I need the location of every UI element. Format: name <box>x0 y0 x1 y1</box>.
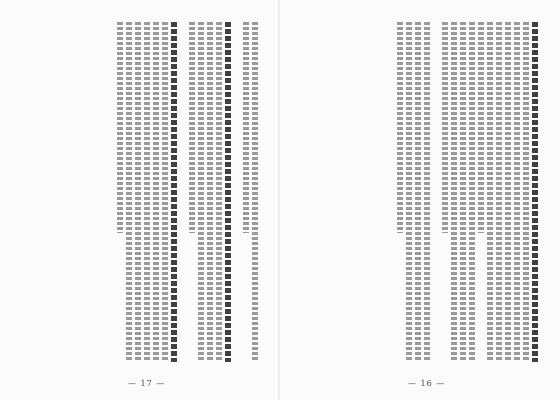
left-section-heading <box>225 22 231 362</box>
right-page-body-text <box>302 22 538 362</box>
right-section-heading <box>532 22 538 362</box>
left-section-heading-2 <box>171 22 177 362</box>
left-page-body-text <box>22 22 258 362</box>
page-number-right: — 16 — <box>408 379 446 388</box>
page-number-left: — 17 — <box>128 379 166 388</box>
right-page <box>280 0 560 400</box>
